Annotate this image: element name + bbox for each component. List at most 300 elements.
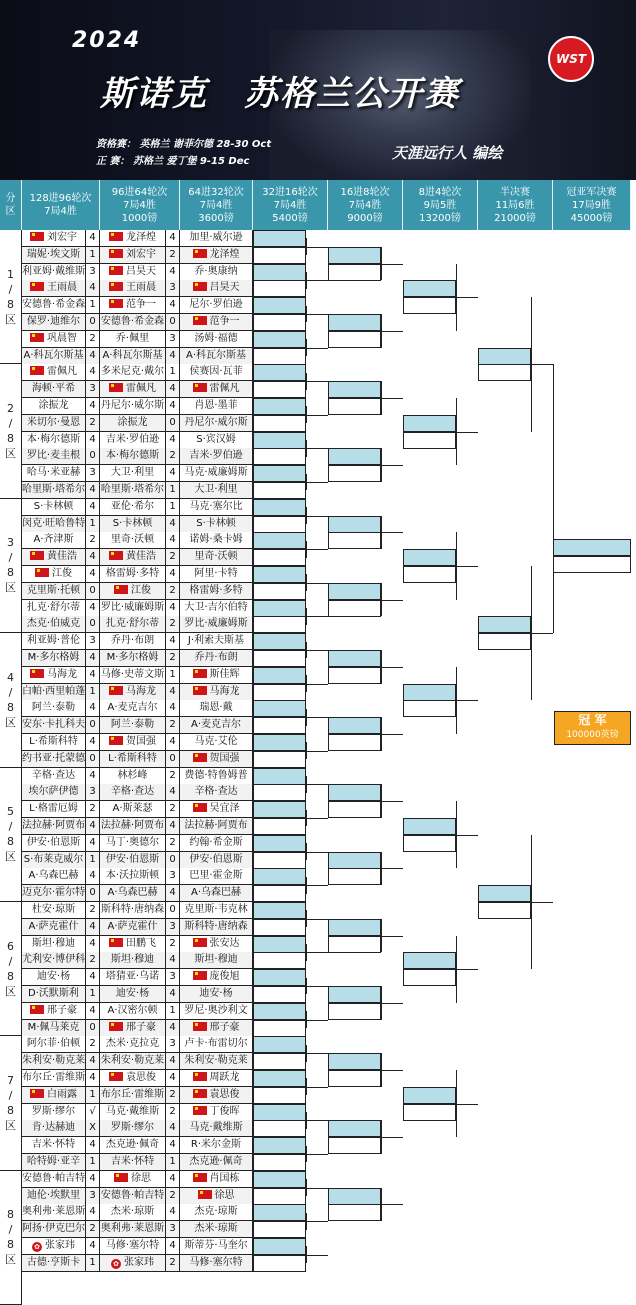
player-name: 马克·威廉姆斯 bbox=[184, 467, 248, 479]
player-name: 安德鲁·帕吉特 bbox=[22, 1172, 86, 1184]
empty-slot bbox=[328, 852, 381, 869]
player-name: 刘宏宇 bbox=[126, 248, 156, 260]
player-name: 乔丹·布朗 bbox=[194, 652, 238, 663]
bracket-line bbox=[306, 314, 329, 315]
china-flag-icon bbox=[109, 736, 123, 745]
bracket-line bbox=[456, 566, 479, 567]
player-cell bbox=[100, 818, 166, 835]
empty-slot bbox=[403, 1087, 456, 1104]
round-header-text: 5400镑 bbox=[272, 212, 308, 224]
empty-slot bbox=[253, 1104, 306, 1121]
bracket-line bbox=[381, 936, 404, 937]
player-name: 杰克逊·佩奇 bbox=[189, 1156, 243, 1167]
player-cell bbox=[22, 583, 86, 600]
player-name: 吉米·怀特 bbox=[110, 1156, 155, 1167]
player-name: 法拉赫·阿贾布 bbox=[22, 820, 86, 831]
player-name: 安德鲁·希金森 bbox=[100, 316, 165, 327]
player-name: 侯赛因·瓦菲 bbox=[189, 366, 243, 378]
player-name: M·多尔格姆 bbox=[27, 652, 80, 663]
player-name: 斯佳辉 bbox=[209, 668, 240, 680]
player-name: 肖恩·墨菲 bbox=[194, 400, 238, 411]
empty-slot bbox=[253, 616, 306, 633]
player-cell bbox=[100, 1154, 166, 1171]
player-name: 海顿·平希 bbox=[31, 383, 76, 395]
empty-slot bbox=[253, 482, 306, 499]
player-cell bbox=[180, 1204, 253, 1221]
player-name: 张安达 bbox=[209, 937, 240, 949]
player-cell bbox=[100, 1171, 166, 1188]
player-name: 格雷姆·多特 bbox=[189, 584, 243, 596]
player-name: 奥利弗·莱恩斯 bbox=[100, 1223, 165, 1235]
player-cell bbox=[22, 885, 86, 902]
round-header-4 bbox=[253, 180, 328, 230]
bracket-line bbox=[306, 415, 329, 416]
score-cell: 1 bbox=[166, 667, 180, 684]
player-cell bbox=[180, 583, 253, 600]
player-name: A·乌森巴赫 bbox=[107, 887, 158, 899]
empty-slot bbox=[253, 1255, 306, 1272]
empty-slot bbox=[328, 448, 381, 465]
player-name: A·斯莱瑟 bbox=[112, 803, 153, 815]
china-flag-icon bbox=[109, 551, 123, 560]
player-cell bbox=[22, 919, 86, 936]
score-cell: 2 bbox=[166, 1188, 180, 1205]
player-cell bbox=[100, 1003, 166, 1020]
player-name: 斯蒂芬·马奎尔 bbox=[184, 1240, 248, 1251]
zone-char: 8 bbox=[7, 969, 14, 983]
player-cell bbox=[22, 1053, 86, 1070]
score-cell: 4 bbox=[166, 734, 180, 751]
player-cell bbox=[22, 314, 86, 331]
score-cell: 4 bbox=[86, 818, 100, 835]
round-header-text: 分 bbox=[5, 193, 16, 204]
player-cell bbox=[22, 969, 86, 986]
player-cell bbox=[100, 868, 166, 885]
player-name: 吉米·罗伯逊 bbox=[189, 450, 243, 462]
empty-slot bbox=[328, 532, 381, 549]
china-flag-icon bbox=[193, 282, 207, 291]
score-cell: 4 bbox=[166, 633, 180, 650]
player-cell bbox=[100, 600, 166, 617]
player-name: A·萨克霍什 bbox=[28, 920, 79, 932]
player-cell bbox=[180, 314, 253, 331]
player-name: 江俊 bbox=[52, 568, 72, 579]
empty-slot bbox=[253, 1120, 306, 1137]
score-cell: 4 bbox=[166, 1120, 180, 1137]
player-cell bbox=[22, 499, 86, 516]
round-header-text: 11局6胜 bbox=[495, 199, 535, 211]
bracket-line bbox=[381, 331, 404, 332]
empty-slot bbox=[253, 1188, 306, 1205]
player-cell bbox=[22, 247, 86, 264]
empty-slot bbox=[253, 969, 306, 986]
score-cell: X bbox=[86, 1120, 100, 1137]
player-name: 袁思俊 bbox=[209, 1088, 240, 1100]
score-cell: √ bbox=[86, 1104, 100, 1121]
player-cell bbox=[22, 280, 86, 297]
china-flag-icon bbox=[30, 669, 44, 678]
china-flag-icon bbox=[109, 299, 123, 308]
empty-slot bbox=[253, 280, 306, 297]
player-cell bbox=[100, 717, 166, 734]
zone-char: 区 bbox=[5, 1253, 16, 1267]
round-header-text: 1000镑 bbox=[121, 212, 158, 224]
score-cell: 2 bbox=[166, 717, 180, 734]
player-cell bbox=[22, 1070, 86, 1087]
score-cell: 1 bbox=[86, 852, 100, 869]
score-cell: 2 bbox=[166, 247, 180, 264]
player-cell bbox=[100, 482, 166, 499]
player-name: 尤利安·博伊科 bbox=[22, 954, 86, 966]
player-cell bbox=[22, 768, 86, 785]
score-cell: 4 bbox=[166, 1070, 180, 1087]
bracket-line bbox=[306, 852, 329, 853]
player-name: 卢卡·布雷切尔 bbox=[184, 1038, 248, 1050]
empty-slot bbox=[253, 868, 306, 885]
empty-slot bbox=[328, 1070, 381, 1087]
player-name: 马修·塞尔特 bbox=[105, 1240, 160, 1251]
empty-slot bbox=[253, 297, 306, 314]
player-name: 杰米·琼斯 bbox=[110, 1206, 155, 1218]
player-name: 张家玮 bbox=[45, 1240, 75, 1251]
score-cell: 4 bbox=[86, 1003, 100, 1020]
player-cell bbox=[180, 398, 253, 415]
china-flag-icon bbox=[30, 333, 44, 342]
player-name: 丹尼尔·威尔斯 bbox=[184, 416, 248, 428]
bracket-line bbox=[306, 1053, 329, 1054]
player-name: 马修·史蒂文斯 bbox=[100, 668, 165, 680]
bracket-line bbox=[456, 969, 479, 970]
player-cell bbox=[22, 432, 86, 449]
player-name: 古德·亨斯卡 bbox=[26, 1256, 81, 1268]
player-cell bbox=[180, 734, 253, 751]
empty-slot bbox=[328, 1137, 381, 1154]
player-cell bbox=[100, 1238, 166, 1255]
player-name: 辛格·查达 bbox=[110, 786, 155, 798]
player-name: 迪安·杨 bbox=[115, 988, 150, 999]
player-cell bbox=[100, 1120, 166, 1137]
china-flag-icon bbox=[193, 1106, 207, 1115]
player-cell bbox=[100, 616, 166, 633]
zone-char: / bbox=[8, 282, 13, 296]
round-header-7 bbox=[478, 180, 553, 230]
player-cell bbox=[100, 297, 166, 314]
player-name: 阿兰·泰勒 bbox=[31, 702, 76, 714]
score-cell: 2 bbox=[86, 532, 100, 549]
score-cell: 4 bbox=[166, 1020, 180, 1037]
player-name: 黄佳浩 bbox=[47, 551, 77, 563]
zone-char: 区 bbox=[5, 1119, 16, 1133]
empty-slot bbox=[253, 1221, 306, 1238]
player-name: 闵克·旺哈鲁特 bbox=[22, 517, 86, 529]
player-name: 诺姆·桑卡姆 bbox=[189, 534, 243, 546]
empty-slot bbox=[253, 499, 306, 516]
player-cell bbox=[100, 784, 166, 801]
player-cell bbox=[180, 616, 253, 633]
bracket-line bbox=[306, 650, 329, 651]
player-cell bbox=[100, 902, 166, 919]
score-cell: 4 bbox=[86, 1070, 100, 1087]
empty-slot bbox=[253, 885, 306, 902]
score-cell: 4 bbox=[166, 516, 180, 533]
empty-slot bbox=[403, 700, 456, 717]
player-name: S·宾汉姆 bbox=[196, 433, 236, 445]
round-header-8 bbox=[553, 180, 631, 230]
player-name: 哈特姆·亚辛 bbox=[26, 1156, 81, 1167]
player-name: 约书亚·托蒙德 bbox=[22, 752, 86, 764]
player-name: L·格雷厄姆 bbox=[29, 803, 78, 815]
player-cell bbox=[100, 700, 166, 717]
score-cell: 4 bbox=[166, 684, 180, 701]
player-name: 杜安·琼斯 bbox=[31, 904, 76, 915]
empty-slot bbox=[478, 885, 531, 902]
empty-slot bbox=[328, 667, 381, 684]
score-cell: 4 bbox=[86, 1137, 100, 1154]
player-name: 杰克·琼斯 bbox=[194, 1206, 238, 1218]
empty-slot bbox=[253, 516, 306, 533]
player-cell bbox=[180, 969, 253, 986]
china-flag-icon bbox=[198, 1190, 212, 1199]
zone-label bbox=[0, 1171, 22, 1305]
empty-slot bbox=[253, 835, 306, 852]
player-name: A·齐津斯 bbox=[33, 534, 74, 546]
player-cell bbox=[22, 952, 86, 969]
player-cell bbox=[22, 852, 86, 869]
hong-kong-flag-icon: ✿ bbox=[111, 1259, 121, 1269]
china-flag-icon bbox=[193, 383, 207, 392]
player-cell bbox=[100, 751, 166, 768]
empty-slot bbox=[328, 936, 381, 953]
player-name: 白雨露 bbox=[47, 1088, 77, 1100]
empty-slot bbox=[328, 1120, 381, 1137]
china-flag-icon bbox=[193, 1022, 207, 1031]
player-name: 阿扬·伊克巴尔 bbox=[22, 1223, 86, 1235]
bracket-line bbox=[306, 280, 329, 281]
bracket-line bbox=[306, 751, 329, 752]
empty-slot bbox=[328, 381, 381, 398]
player-cell bbox=[180, 885, 253, 902]
player-cell bbox=[180, 902, 253, 919]
player-name: 瑞恩·戴 bbox=[199, 702, 233, 714]
player-cell bbox=[100, 448, 166, 465]
empty-slot bbox=[253, 1154, 306, 1171]
player-cell bbox=[22, 516, 86, 533]
empty-slot bbox=[253, 1171, 306, 1188]
round-header-text: 96进64轮次 bbox=[111, 186, 168, 198]
player-cell bbox=[100, 1053, 166, 1070]
player-cell bbox=[22, 667, 86, 684]
bracket-line bbox=[381, 1204, 404, 1205]
player-name: 田鹏飞 bbox=[126, 937, 156, 949]
player-name: 雷佩凡 bbox=[47, 366, 77, 378]
player-name: 邢子豪 bbox=[126, 1021, 156, 1033]
empty-slot bbox=[253, 768, 306, 785]
player-cell bbox=[22, 364, 86, 381]
player-cell bbox=[22, 784, 86, 801]
score-cell: 4 bbox=[166, 1204, 180, 1221]
player-cell bbox=[22, 1137, 86, 1154]
player-cell bbox=[180, 297, 253, 314]
author-credit: 天涯远行人 编绘 bbox=[392, 144, 503, 162]
bracket-line bbox=[306, 381, 329, 382]
empty-slot bbox=[253, 566, 306, 583]
bracket-line bbox=[381, 1137, 404, 1138]
bracket-line bbox=[456, 1104, 479, 1105]
player-name: 保罗·迪维尔 bbox=[26, 316, 81, 327]
player-cell bbox=[100, 331, 166, 348]
bracket-line bbox=[306, 448, 329, 449]
empty-slot bbox=[478, 902, 531, 919]
player-name: 斯坦·穆迪 bbox=[110, 954, 155, 966]
empty-slot bbox=[403, 835, 456, 852]
score-cell: 3 bbox=[166, 1221, 180, 1238]
round-header-text: 9000镑 bbox=[347, 212, 383, 224]
player-cell bbox=[180, 751, 253, 768]
player-cell bbox=[100, 852, 166, 869]
player-cell bbox=[22, 1204, 86, 1221]
player-name: A·麦克吉尔 bbox=[107, 702, 158, 714]
empty-slot bbox=[253, 532, 306, 549]
bracket-line bbox=[306, 516, 329, 517]
player-cell bbox=[22, 381, 86, 398]
qualifier-info: 资格赛： 英格兰 谢菲尔德 28-30 Oct bbox=[96, 139, 272, 150]
empty-slot bbox=[253, 1087, 306, 1104]
player-name: 丁俊晖 bbox=[209, 1105, 240, 1117]
zone-char: 8 bbox=[7, 432, 14, 446]
score-cell: 4 bbox=[166, 818, 180, 835]
player-name: 罗比·威廉姆斯 bbox=[100, 601, 165, 613]
player-cell bbox=[100, 1221, 166, 1238]
player-cell bbox=[22, 1003, 86, 1020]
score-cell: 2 bbox=[166, 768, 180, 785]
player-cell bbox=[22, 1154, 86, 1171]
player-cell bbox=[180, 247, 253, 264]
empty-slot bbox=[328, 600, 381, 617]
player-name: 里奇·沃顿 bbox=[194, 551, 238, 563]
player-cell bbox=[100, 919, 166, 936]
score-cell: 4 bbox=[86, 1238, 100, 1255]
player-cell bbox=[180, 801, 253, 818]
player-name: 杰米·琼斯 bbox=[194, 1223, 238, 1235]
player-name: D·沃默斯利 bbox=[28, 988, 79, 999]
empty-slot bbox=[253, 264, 306, 281]
player-cell bbox=[22, 600, 86, 617]
score-cell: 4 bbox=[86, 280, 100, 297]
player-cell bbox=[100, 952, 166, 969]
empty-slot bbox=[253, 936, 306, 953]
china-flag-icon bbox=[193, 686, 207, 695]
player-name: 范争一 bbox=[126, 299, 156, 311]
score-cell: 2 bbox=[166, 1104, 180, 1121]
bracket-line bbox=[306, 583, 329, 584]
player-name: 斯科特·唐纳森 bbox=[184, 920, 248, 932]
player-cell bbox=[180, 331, 253, 348]
china-flag-icon bbox=[114, 585, 128, 594]
player-name: 利亚姆·普伦 bbox=[26, 635, 81, 647]
empty-slot bbox=[253, 432, 306, 449]
round-header-text: 64进32轮次 bbox=[188, 186, 244, 198]
player-cell bbox=[180, 1221, 253, 1238]
player-cell bbox=[22, 986, 86, 1003]
empty-slot bbox=[253, 398, 306, 415]
player-name: 刘宏宇 bbox=[47, 232, 77, 243]
round-header-text: 7局4胜 bbox=[44, 206, 77, 217]
empty-slot bbox=[253, 549, 306, 566]
score-cell: 4 bbox=[86, 348, 100, 365]
china-flag-icon bbox=[109, 232, 123, 241]
empty-slot bbox=[253, 919, 306, 936]
player-name: 尼尔·罗伯逊 bbox=[189, 299, 243, 311]
player-name: 安东·卡扎科夫 bbox=[22, 719, 86, 731]
player-name: 马海龙 bbox=[47, 668, 77, 680]
empty-slot bbox=[253, 633, 306, 650]
player-name: 涂振龙 bbox=[117, 416, 148, 428]
player-name: S·卡林顿 bbox=[112, 517, 153, 529]
empty-slot bbox=[253, 818, 306, 835]
zone-char: 8 bbox=[7, 1238, 14, 1252]
empty-slot bbox=[328, 784, 381, 801]
bracket-line bbox=[381, 1003, 404, 1004]
round-header-text: 3600镑 bbox=[198, 212, 234, 224]
bracket-line bbox=[381, 734, 404, 735]
player-cell bbox=[180, 280, 253, 297]
player-name: A·科瓦尔斯基 bbox=[23, 349, 84, 361]
zone-char: 8 bbox=[7, 700, 14, 714]
empty-slot bbox=[253, 751, 306, 768]
score-cell: 4 bbox=[86, 1171, 100, 1188]
player-cell bbox=[100, 650, 166, 667]
empty-slot bbox=[253, 600, 306, 617]
bracket-line bbox=[381, 465, 404, 466]
score-cell: 4 bbox=[166, 952, 180, 969]
score-cell: 2 bbox=[166, 1255, 180, 1272]
player-cell bbox=[180, 986, 253, 1003]
zone-char: / bbox=[8, 1089, 13, 1103]
bracket-line bbox=[306, 1188, 329, 1189]
player-name: 马丁·奥德尔 bbox=[105, 836, 160, 848]
event-banner bbox=[0, 0, 636, 180]
player-name: 本·沃拉斯顿 bbox=[105, 870, 160, 882]
round-header-0 bbox=[0, 180, 22, 230]
score-cell: 4 bbox=[86, 600, 100, 617]
player-name: A·萨克霍什 bbox=[107, 920, 158, 932]
score-cell: 4 bbox=[86, 868, 100, 885]
china-flag-icon bbox=[193, 1173, 207, 1182]
round-header-text: 32进16轮次 bbox=[262, 186, 318, 198]
player-name: 奥利弗·莱恩斯 bbox=[22, 1206, 86, 1218]
bracket-line bbox=[306, 1020, 329, 1021]
player-name: 巩晨智 bbox=[47, 332, 77, 344]
bracket-line bbox=[553, 364, 554, 633]
empty-slot bbox=[253, 801, 306, 818]
player-cell bbox=[22, 297, 86, 314]
score-cell: 4 bbox=[86, 1204, 100, 1221]
player-name: 迪伦·埃默里 bbox=[26, 1189, 81, 1201]
empty-slot bbox=[253, 448, 306, 465]
china-flag-icon bbox=[114, 1173, 128, 1182]
bracket-line bbox=[306, 885, 329, 886]
player-cell bbox=[22, 348, 86, 365]
score-cell: 4 bbox=[166, 432, 180, 449]
score-cell: 4 bbox=[166, 297, 180, 314]
china-flag-icon bbox=[193, 1089, 207, 1098]
empty-slot bbox=[328, 247, 381, 264]
event-title: 斯诺克 苏格兰公开赛 bbox=[100, 74, 460, 114]
player-name: 邢子豪 bbox=[209, 1021, 240, 1033]
china-flag-icon bbox=[30, 282, 44, 291]
bracket-line bbox=[381, 600, 404, 601]
score-cell: 4 bbox=[166, 532, 180, 549]
